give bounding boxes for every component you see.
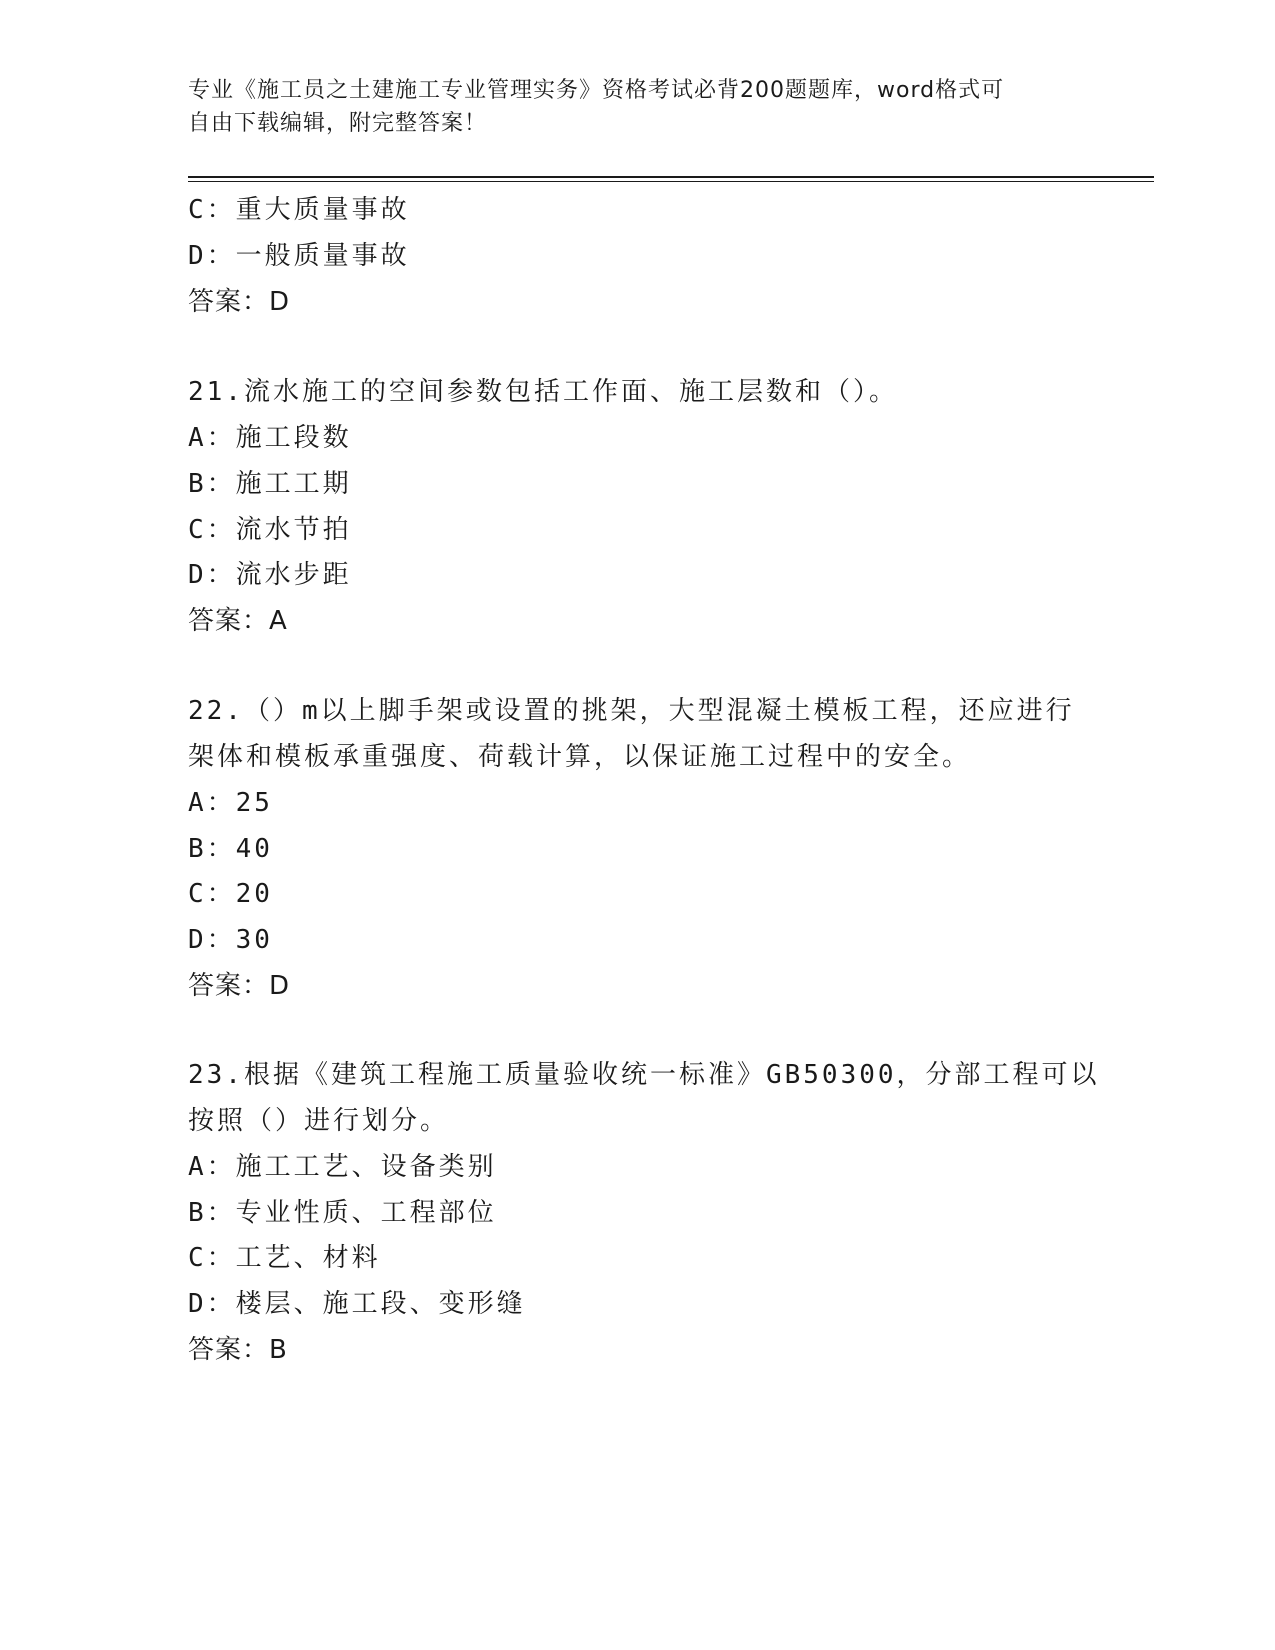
q20-answer: 答案：D xyxy=(188,287,291,317)
header-line-2: 自由下载编辑，附完整答案！ xyxy=(188,111,488,136)
q21-answer: 答案：A xyxy=(188,606,288,636)
header-line-1: 专业《施工员之土建施工专业管理实务》资格考试必背200题题库，word格式可 xyxy=(188,78,1005,103)
q22-option-b: B：40 xyxy=(188,834,273,864)
q21-option-d: D：流水步距 xyxy=(188,560,352,590)
q23-stem-line-2: 按照（）进行划分。 xyxy=(188,1106,450,1136)
q23-option-a: A：施工工艺、设备类别 xyxy=(188,1152,497,1182)
q20-option-d: D：一般质量事故 xyxy=(188,241,410,271)
document-header xyxy=(188,74,1068,140)
q21-option-b: B：施工工期 xyxy=(188,469,352,499)
q23-option-d: D：楼层、施工段、变形缝 xyxy=(188,1289,526,1319)
q22-option-d: D：30 xyxy=(188,925,273,955)
q21-option-a: A：施工段数 xyxy=(188,423,352,453)
q23-option-b: B：专业性质、工程部位 xyxy=(188,1198,497,1228)
header-divider-thick xyxy=(188,176,1154,178)
q23-option-c: C：工艺、材料 xyxy=(188,1243,381,1273)
q22-stem-line-1: 22.（）m以上脚手架或设置的挑架，大型混凝土模板工程，还应进行 xyxy=(188,696,1075,726)
q23-stem-line-1: 23.根据《建筑工程施工质量验收统一标准》GB50300，分部工程可以 xyxy=(188,1060,1100,1090)
q21-option-c: C：流水节拍 xyxy=(188,515,352,545)
q22-answer: 答案：D xyxy=(188,971,291,1001)
q23-answer: 答案：B xyxy=(188,1335,288,1365)
q22-option-c: C：20 xyxy=(188,879,273,909)
header-divider-thin xyxy=(188,181,1154,182)
q20-option-c: C：重大质量事故 xyxy=(188,195,410,225)
q21-stem: 21.流水施工的空间参数包括工作面、施工层数和（）。 xyxy=(188,377,898,407)
q22-stem-line-2: 架体和模板承重强度、荷载计算，以保证施工过程中的安全。 xyxy=(188,742,972,772)
q22-option-a: A：25 xyxy=(188,788,273,818)
